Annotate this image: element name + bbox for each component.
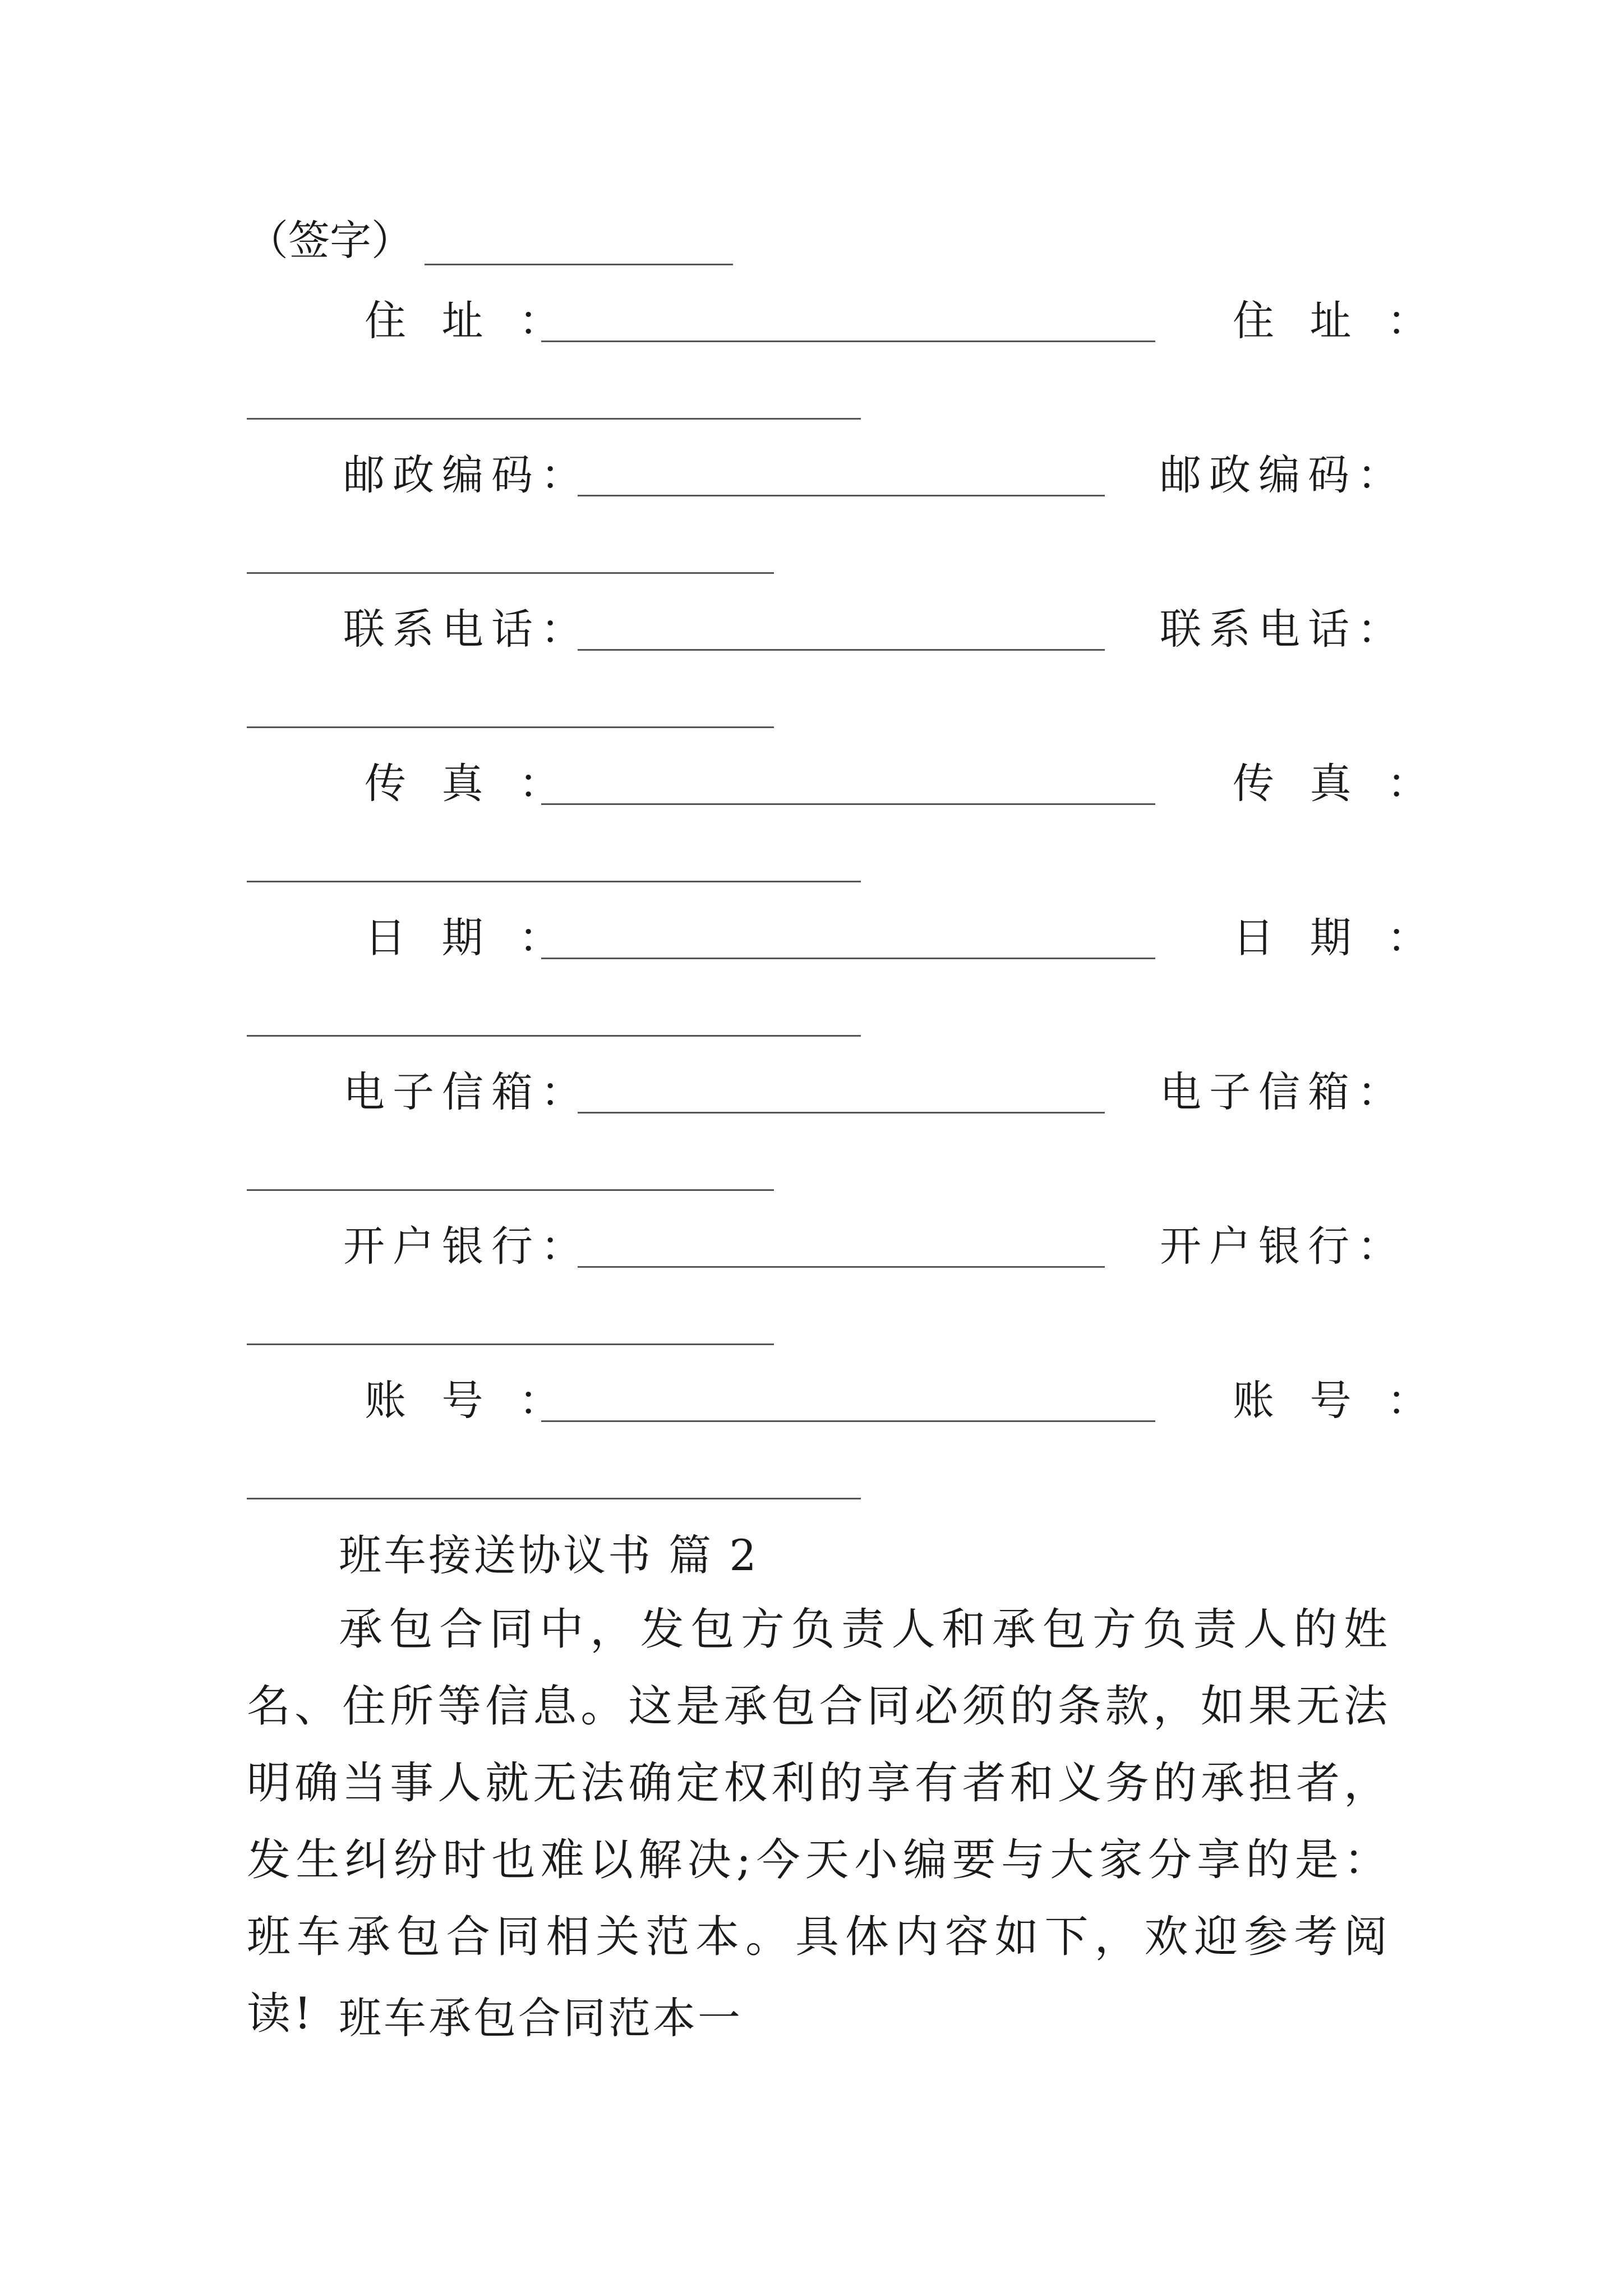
field-label-address-right: 住 址 ： — [1233, 297, 1440, 345]
field-label-phone-right: 联系电话： — [1160, 605, 1407, 654]
field-label-date-left: 日 期 ： — [365, 914, 572, 962]
field-label-account-left: 账 号 ： — [365, 1377, 572, 1425]
field-label-address-left: 住 址 ： — [365, 297, 572, 345]
field-label-account-right: 账 号 ： — [1233, 1377, 1440, 1425]
field-blank-phone-right — [247, 726, 774, 728]
field-label-email-right: 电子信箱： — [1160, 1068, 1407, 1116]
field-blank-bank-left — [578, 1266, 1105, 1268]
signature-blank — [425, 264, 733, 265]
body-paragraph: 承包合同中，发包方负责人和承包方负责人的姓名、住所等信息。这是承包合同必须的条款，如果无法明确当事人就无法确定权利的享有者和义务的承担者，发生纠纷时也难以解决;今天小编要与大家分享的是：班车承包合同相关范本。具体内容如下，欢迎参考阅读! — [247, 1604, 1391, 2039]
field-label-date-right: 日 期 ： — [1233, 914, 1440, 962]
field-blank-email-right — [247, 1189, 774, 1191]
field-blank-fax-right — [247, 881, 861, 882]
field-label-phone-left: 联系电话： — [343, 605, 590, 654]
field-blank-postcode-left — [578, 495, 1105, 496]
field-blank-address-right — [247, 418, 861, 420]
field-blank-postcode-right — [247, 572, 774, 574]
subheading: 班车承包合同范本一 — [339, 1993, 743, 2043]
field-label-email-left: 电子信箱： — [343, 1068, 590, 1116]
field-label-postcode-right: 邮政编码： — [1160, 451, 1407, 499]
field-blank-account-left — [541, 1420, 1155, 1422]
field-label-bank-left: 开户银行： — [343, 1222, 590, 1271]
field-blank-bank-right — [247, 1343, 774, 1345]
field-blank-date-left — [541, 958, 1155, 959]
field-blank-address-left — [541, 341, 1155, 342]
field-blank-email-left — [578, 1112, 1105, 1114]
section-title: 班车接送协议书 篇 2 — [339, 1530, 759, 1580]
field-label-fax-left: 传 真 ： — [365, 760, 572, 808]
field-label-bank-right: 开户银行： — [1160, 1222, 1407, 1271]
field-blank-phone-left — [578, 649, 1105, 651]
signature-label: （签字） — [247, 217, 413, 265]
field-blank-date-right — [247, 1035, 861, 1037]
field-label-postcode-left: 邮政编码： — [343, 451, 590, 499]
field-label-fax-right: 传 真 ： — [1233, 760, 1440, 808]
field-blank-fax-left — [541, 803, 1155, 805]
field-blank-account-right — [247, 1498, 861, 1499]
